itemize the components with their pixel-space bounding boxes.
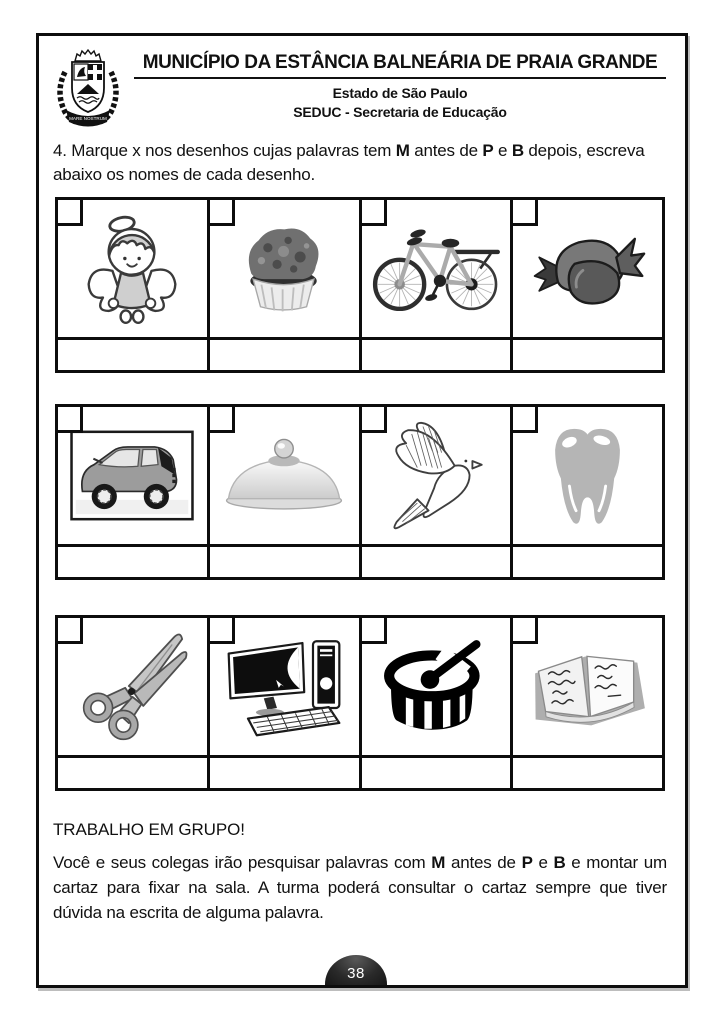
- letterhead: [134, 52, 666, 120]
- mark-checkbox[interactable]: [362, 200, 387, 226]
- grid-cell-scissors: [58, 618, 210, 788]
- answer-line[interactable]: [210, 544, 359, 577]
- mark-checkbox[interactable]: [58, 618, 83, 644]
- mark-checkbox[interactable]: [513, 200, 538, 226]
- grid-cell-book: [513, 618, 662, 788]
- answer-line[interactable]: [362, 544, 511, 577]
- answer-line[interactable]: [362, 337, 511, 370]
- page-number-badge: 38: [325, 955, 387, 985]
- group-work-heading: TRABALHO EM GRUPO!: [53, 820, 245, 839]
- subtitle-state: Estado de São Paulo: [332, 85, 468, 101]
- answer-line[interactable]: [513, 544, 662, 577]
- grid-cell-bicycle: [362, 200, 514, 370]
- answer-line[interactable]: [58, 755, 207, 788]
- grid-cell-tooth: [513, 407, 662, 577]
- mark-checkbox[interactable]: [362, 407, 387, 433]
- grid-cell-computer: [210, 618, 362, 788]
- answer-line[interactable]: [513, 755, 662, 788]
- grid-cell-dove: [362, 407, 514, 577]
- mark-checkbox[interactable]: [513, 618, 538, 644]
- picture-grid-row-1: [55, 197, 665, 373]
- crest-motto: MARE NOSTRUM: [69, 116, 107, 121]
- picture-grid-row-3: [55, 615, 665, 791]
- grid-cell-drum: [362, 618, 514, 788]
- picture-grid-row-2: [55, 404, 665, 580]
- grid-cell-pot-lid: [210, 407, 362, 577]
- answer-line[interactable]: [513, 337, 662, 370]
- mark-checkbox[interactable]: [58, 407, 83, 433]
- grid-cell-candies: [513, 200, 662, 370]
- exercise-instruction: 4. Marque x nos desenhos cujas palavras tem M antes de P e B depois, escreva abaixo os nomes de cada desenho.: [53, 141, 645, 184]
- page-title: MUNICÍPIO DA ESTÂNCIA BALNEÁRIA DE PRAIA GRANDE: [142, 52, 658, 73]
- mark-checkbox[interactable]: [210, 200, 235, 226]
- answer-line[interactable]: [58, 544, 207, 577]
- mark-checkbox[interactable]: [210, 407, 235, 433]
- worksheet-page: [36, 33, 688, 988]
- mark-checkbox[interactable]: [58, 200, 83, 226]
- answer-line[interactable]: [210, 755, 359, 788]
- mark-checkbox[interactable]: [513, 407, 538, 433]
- title-divider: [134, 77, 666, 79]
- group-work-paragraph: Você e seus colegas irão pesquisar palavras com M antes de P e B e montar um cartaz para fixar na sala. A turma poderá consultar o cartaz sempre que tiver dúvida na escrita de alguma palavra.: [53, 853, 667, 922]
- city-crest-icon: [53, 46, 123, 130]
- answer-line[interactable]: [362, 755, 511, 788]
- grid-cell-muffin: [210, 200, 362, 370]
- mark-checkbox[interactable]: [210, 618, 235, 644]
- answer-line[interactable]: [210, 337, 359, 370]
- grid-cell-angel: [58, 200, 210, 370]
- mark-checkbox[interactable]: [362, 618, 387, 644]
- grid-cell-car: [58, 407, 210, 577]
- subtitle-department: SEDUC - Secretaria de Educação: [293, 104, 507, 120]
- answer-line[interactable]: [58, 337, 207, 370]
